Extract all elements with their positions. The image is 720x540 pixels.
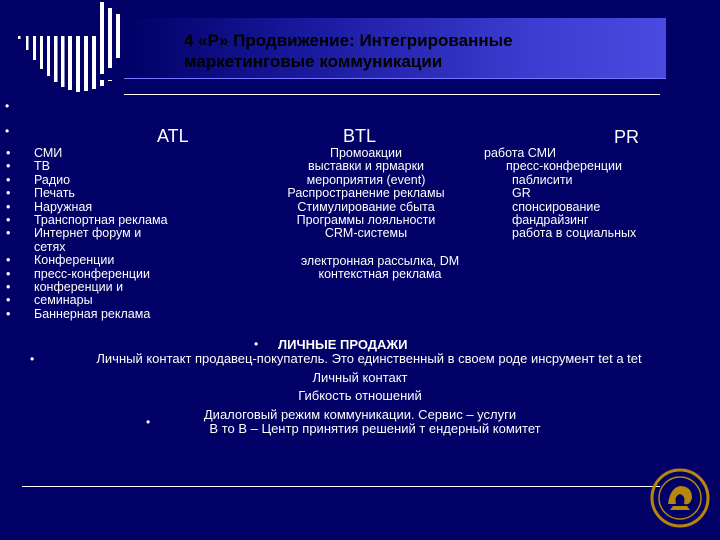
pr-item: работа в социальных	[512, 226, 637, 241]
personal-sales-line: Личный контакт продавец-покупатель. Это единственный в своем роде инсрумент tet a tet	[96, 351, 642, 366]
btl-item: Программы лояльности	[296, 213, 436, 228]
bullet: •	[5, 124, 10, 138]
atl-item: Конференции	[34, 253, 115, 268]
btl-item: Стимулирование сбыта	[297, 199, 435, 214]
bullet: •	[6, 253, 11, 268]
bullet: •	[6, 226, 11, 241]
atl-item: ТВ	[34, 159, 50, 174]
atl-bullets	[6, 147, 10, 321]
personal-sales-line: В то В – Центр принятия решений т ендерный комитет	[209, 421, 541, 436]
decorative-bars	[0, 0, 140, 95]
atl-item: сетях	[34, 239, 66, 254]
atl-item: семинары	[34, 293, 93, 308]
btl-item: Промоакции	[330, 146, 402, 160]
heading-btl: BTL	[343, 126, 377, 146]
bullet: •	[6, 172, 11, 187]
atl-item: Наружная	[34, 199, 93, 214]
personal-sales-line: Личный контакт	[312, 369, 408, 385]
divider-top	[124, 94, 660, 95]
university-seal-logo	[650, 466, 710, 530]
btl-item: CRM-системы	[324, 226, 408, 241]
btl-item: Распространение рекламы	[287, 186, 445, 201]
btl-item: мероприятия (event)	[306, 172, 426, 187]
bullet: •	[6, 280, 11, 295]
btl-item: выставки и ярмарки	[307, 159, 425, 174]
pr-item: спонсирование	[512, 199, 601, 214]
pr-item: GR	[512, 186, 531, 201]
atl-item: Печать	[34, 186, 75, 201]
bullet: •	[30, 352, 35, 366]
pr-item: работа СМИ	[484, 146, 557, 160]
atl-item: пресс-конференции	[34, 266, 150, 281]
bullet: •	[254, 337, 259, 351]
personal-sales-heading: ЛИЧНЫЕ ПРОДАЖИ	[278, 337, 408, 352]
atl-item: Интернет форум и	[34, 226, 142, 241]
personal-sales-line: Гибкость отношений	[298, 388, 422, 403]
heading-atl: ATL	[157, 126, 189, 146]
btl-extra-item: контекстная реклама	[318, 267, 442, 282]
atl-item: Радио	[34, 172, 71, 187]
slide-title: 4 «Р» Продвижение: Интегрированные маркетинговые коммуникации	[184, 31, 513, 71]
atl-item: СМИ	[34, 146, 63, 160]
bullet: •	[6, 199, 11, 214]
atl-item: конференции и	[34, 280, 124, 295]
pr-list	[484, 147, 636, 241]
bullet: •	[6, 186, 11, 201]
bullet: •	[6, 159, 11, 174]
divider-bottom	[22, 486, 660, 487]
btl-list	[266, 147, 466, 241]
bullet: •	[6, 213, 11, 228]
personal-sales-text	[0, 350, 720, 439]
bullet: •	[6, 146, 11, 160]
bullet: •	[6, 293, 11, 308]
bullet: •	[6, 266, 11, 281]
personal-sales-line: Диалоговый режим коммуникации. Сервис – услуги	[203, 406, 517, 422]
bullet: •	[5, 99, 10, 113]
bullet: •	[6, 306, 11, 321]
heading-pr: PR	[614, 127, 640, 147]
pr-item: пресс-конференции	[506, 159, 622, 174]
btl-extra-item: электронная рассылка, DM	[300, 254, 460, 268]
atl-item: Баннерная реклама	[34, 306, 151, 321]
pr-item: фандрайзинг	[512, 213, 589, 228]
btl-extra-list	[280, 255, 480, 282]
atl-list	[34, 147, 168, 321]
pr-item: паблисити	[512, 172, 573, 187]
atl-item: Транспортная реклама	[34, 213, 168, 228]
bullet: •	[146, 415, 151, 429]
